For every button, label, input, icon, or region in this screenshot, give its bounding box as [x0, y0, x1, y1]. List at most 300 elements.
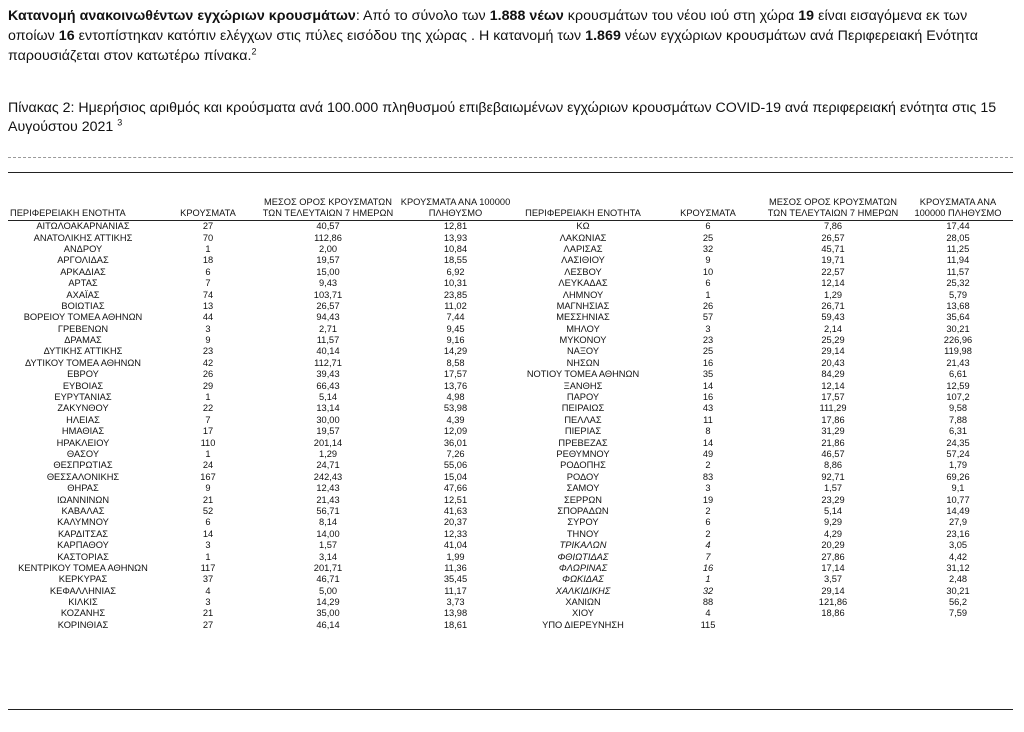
cell-cases: 22	[202, 403, 214, 414]
cell-avg7: 19,71	[821, 255, 845, 266]
cell-per100k: 14,49	[946, 505, 970, 516]
table-row	[8, 346, 1013, 357]
table-row	[8, 312, 1013, 323]
cell-region: ΚΑΒΑΛΑΣ	[61, 505, 105, 516]
cell-cases: 32	[702, 585, 714, 596]
cell-per100k: 69,26	[946, 471, 970, 482]
cell-avg7: 3,57	[823, 574, 843, 585]
cell-region: ΗΛΕΙΑΣ	[66, 414, 100, 425]
cell-per100k: 47,66	[443, 483, 468, 494]
cell-region: ΗΡΑΚΛΕΙΟΥ	[56, 437, 110, 448]
cell-cases: 1	[205, 449, 211, 459]
cell-region: ΝΟΤΙΟΥ ΤΟΜΕΑ ΑΘΗΝΩΝ	[526, 369, 640, 380]
cell-cases: 13	[202, 300, 214, 311]
cell-avg7: 17,86	[821, 414, 845, 425]
header-per100k: ΚΡΟΥΣΜΑΤΑ ΑΝΑ 100000 ΠΛΗΘΥΣΜΟ	[398, 175, 513, 221]
intro-text-2: κρουσμάτων του νέου ιού στη χώρα	[563, 8, 799, 24]
cell-avg7: 21,86	[821, 437, 845, 448]
footnote-marker: 3	[117, 117, 123, 128]
cell-region: ΝΑΞΟΥ	[566, 346, 600, 357]
header-cases: ΚΡΟΥΣΜΑΤΑ	[158, 175, 258, 221]
cases-table	[8, 175, 1013, 631]
cell-avg7: 1,57	[823, 483, 843, 494]
cell-avg7: 26,57	[316, 300, 340, 311]
cell-per100k: 6,31	[948, 426, 968, 437]
cell-region: ΚΕΦΑΛΛΗΝΙΑΣ	[49, 585, 117, 596]
cell-cases: 3	[205, 597, 211, 608]
cell-cases: 115	[700, 619, 716, 630]
cell-region: ΧΑΝΙΩΝ	[565, 597, 601, 608]
cell-region: ΚΩ	[576, 221, 590, 232]
cell-avg7: 2,00	[318, 243, 338, 254]
cell-cases: 1	[205, 243, 211, 254]
cell-region: ΑΧΑΪΑΣ	[66, 289, 100, 300]
cell-cases: 4	[705, 608, 711, 619]
cell-avg7: 103,71	[313, 289, 343, 300]
table-row	[8, 369, 1013, 380]
cell-avg7: 1,29	[318, 449, 338, 459]
cell-per100k: 13,76	[443, 380, 468, 391]
cell-cases: 1	[205, 551, 211, 562]
cell-per100k: 15,04	[443, 471, 468, 482]
cell-cases: 10	[702, 266, 714, 277]
cell-per100k: 1,99	[446, 551, 465, 562]
cell-cases: 11	[703, 414, 713, 425]
cell-avg7: 29,14	[821, 346, 845, 357]
cell-region: ΗΜΑΘΙΑΣ	[61, 426, 105, 437]
cell-per100k: 13,98	[443, 608, 468, 619]
cell-region: ΠΙΕΡΙΑΣ	[564, 426, 602, 437]
cell-avg7: 2,71	[318, 323, 338, 334]
table-row	[8, 483, 1013, 494]
cell-per100k: 30,21	[946, 323, 970, 334]
cell-per100k: 12,33	[443, 528, 468, 539]
cell-per100k: 4,42	[948, 551, 968, 562]
cell-region: ΧΑΛΚΙΔΙΚΗΣ	[555, 585, 611, 596]
cell-region: ΑΡΤΑΣ	[68, 278, 98, 289]
cell-per100k: 18,61	[443, 619, 468, 630]
cell-region: ΞΑΝΘΗΣ	[563, 380, 603, 391]
footnote-marker: 2	[251, 46, 257, 57]
cell-avg7: 40,57	[316, 221, 340, 232]
intro-gates: 16	[58, 28, 75, 44]
cell-cases: 74	[202, 289, 214, 300]
intro-text-3: είναι εισαγόμενα εκ των οποίων	[8, 8, 968, 44]
table-row	[8, 597, 1013, 608]
cell-per100k: 17,57	[443, 369, 468, 380]
cell-region: ΡΕΘΥΜΝΟΥ	[556, 449, 610, 459]
cell-avg7: 19,57	[316, 426, 340, 437]
cell-avg7: 19,57	[316, 255, 340, 266]
cell-region: ΚΕΡΚΥΡΑΣ	[58, 574, 108, 585]
caption-text: Πίνακας 2: Ημερήσιος αριθμός και κρούσματα ανά 100.000 πληθυσμού επιβεβαιωμένων εγχώριων κρουσμάτων COVID-19 ανά περιφερειακή ενότητα στις 15 Αυγούστου 2021	[8, 100, 997, 135]
cell-region: ΝΗΣΩΝ	[566, 357, 600, 368]
cell-region: ΒΟΡΕΙΟΥ ΤΟΜΕΑ ΑΘΗΝΩΝ	[23, 312, 143, 323]
cell-cases: 49	[702, 449, 714, 459]
cell-region: ΚΑΡΠΑΘΟΥ	[57, 540, 109, 551]
cell-cases: 29	[202, 380, 214, 391]
cell-avg7: 39,43	[316, 369, 340, 380]
cell-cases: 42	[202, 357, 214, 368]
cell-region: ΧΙΟΥ	[572, 608, 594, 619]
table-row	[8, 358, 1013, 369]
cell-cases: 16	[702, 562, 714, 573]
table-caption	[8, 99, 1013, 137]
intro-total-new: 1.888 νέων	[489, 8, 564, 24]
cell-per100k: 35,64	[946, 312, 970, 323]
cell-region: ΠΕΛΛΑΣ	[564, 414, 602, 425]
cell-avg7: 8,14	[318, 517, 338, 528]
cell-avg7: 11,57	[316, 335, 340, 346]
cell-avg7: 9,29	[823, 517, 843, 528]
cell-region: ΕΥΡΥΤΑΝΙΑΣ	[54, 392, 112, 403]
cell-avg7: 14,00	[316, 528, 340, 539]
cell-region: ΒΟΙΩΤΙΑΣ	[61, 300, 105, 311]
cell-per100k: 1,79	[948, 460, 968, 471]
cell-per100k: 10,77	[946, 494, 970, 505]
table-row	[8, 529, 1013, 540]
cell-per100k: 9,1	[951, 483, 965, 494]
cell-cases: 35	[702, 369, 714, 380]
cell-cases: 23	[202, 346, 214, 357]
header-avg7: ΜΕΣΟΣ ΟΡΟΣ ΚΡΟΥΣΜΑΤΩΝ ΤΩΝ ΤΕΛΕΥΤΑΙΩΝ 7 ΗΜΕΡΩΝ	[258, 175, 398, 221]
cell-per100k: 12,09	[443, 426, 468, 437]
table-row	[8, 426, 1013, 437]
cell-per100k: 7,88	[948, 414, 968, 425]
cell-per100k: 53,98	[443, 403, 468, 414]
cell-per100k: 10,84	[443, 243, 468, 254]
cell-region: ΛΑΚΩΝΙΑΣ	[559, 232, 607, 243]
cell-cases: 14	[202, 528, 214, 539]
cell-region: ΣΕΡΡΩΝ	[563, 494, 602, 505]
table-row	[8, 620, 1013, 631]
cell-cases: 19	[702, 494, 714, 505]
cell-avg7	[763, 620, 903, 631]
cell-per100k: 12,59	[946, 380, 970, 391]
cell-cases: 70	[202, 232, 214, 243]
table-row	[8, 574, 1013, 585]
cell-cases: 3	[205, 540, 211, 551]
cell-avg7: 111,29	[819, 403, 847, 414]
cell-avg7: 112,86	[314, 232, 342, 243]
cell-cases: 16	[702, 392, 714, 403]
table-row	[8, 586, 1013, 597]
cell-region: ΘΕΣΠΡΩΤΙΑΣ	[53, 460, 113, 471]
cell-avg7: 40,14	[316, 346, 340, 357]
cell-per100k: 9,58	[948, 403, 968, 414]
cell-per100k: 23,85	[443, 289, 468, 300]
cell-avg7: 2,14	[823, 323, 843, 334]
cell-cases: 2	[705, 505, 711, 516]
table-row	[8, 608, 1013, 619]
cell-per100k: 7,44	[446, 312, 465, 323]
cell-per100k: 2,48	[948, 574, 968, 585]
cell-per100k: 5,79	[948, 289, 968, 300]
cell-cases: 37	[202, 574, 214, 585]
cell-region: ΕΒΡΟΥ	[67, 369, 99, 380]
cell-per100k: 11,25	[946, 243, 970, 254]
cell-avg7: 17,57	[821, 392, 845, 403]
cell-per100k: 20,37	[443, 517, 468, 528]
cell-avg7: 23,29	[821, 494, 845, 505]
cell-cases: 1	[205, 392, 211, 403]
cell-region: ΡΟΔΟΠΗΣ	[560, 460, 606, 471]
cell-cases: 21	[202, 494, 214, 505]
cell-per100k: 13,68	[946, 300, 970, 311]
cell-cases: 8	[705, 426, 711, 437]
cell-avg7: 24,71	[316, 460, 340, 471]
cell-per100k: 12,51	[443, 494, 468, 505]
cell-avg7: 13,14	[316, 403, 340, 414]
cell-region: ΜΑΓΝΗΣΙΑΣ	[556, 300, 610, 311]
cell-avg7: 17,14	[821, 562, 845, 573]
cell-per100k: 11,57	[946, 266, 970, 277]
cell-avg7: 84,29	[821, 369, 845, 380]
cell-per100k: 11,94	[946, 255, 970, 266]
cell-cases: 52	[202, 505, 214, 516]
cell-avg7: 121,86	[818, 597, 848, 608]
cell-avg7: 46,14	[316, 619, 340, 630]
cell-region: ΦΩΚΙΔΑΣ	[562, 574, 604, 585]
table-row	[8, 232, 1013, 243]
cell-region: ΑΝΑΤΟΛΙΚΗΣ ΑΤΤΙΚΗΣ	[33, 232, 133, 243]
cell-region: ΦΛΩΡΙΝΑΣ	[558, 562, 608, 573]
cell-cases: 6	[705, 278, 711, 289]
cell-avg7: 7,86	[823, 221, 843, 232]
cell-avg7: 20,43	[821, 357, 845, 368]
intro-text-5: νέων εγχώριων κρουσμάτων ανά Περιφερειακή Ενότητα παρουσιάζεται στον κατωτέρω πίνακα.	[8, 28, 979, 64]
cell-region: ΣΠΟΡΑΔΩΝ	[557, 505, 609, 516]
cell-region: ΚΑΛΥΜΝΟΥ	[57, 517, 109, 528]
cell-region: ΖΑΚΥΝΘΟΥ	[57, 403, 109, 414]
cell-region: ΥΠΟ ΔΙΕΡΕΥΝΗΣΗ	[542, 619, 624, 630]
table-row	[8, 278, 1013, 289]
table-row	[8, 392, 1013, 403]
cell-avg7: 35,00	[316, 608, 340, 619]
cell-avg7: 9,43	[318, 278, 338, 289]
cell-avg7: 29,14	[821, 585, 845, 596]
cell-per100k: 36,01	[443, 437, 468, 448]
cell-region: ΛΑΣΙΘΙΟΥ	[561, 255, 605, 266]
table-row	[8, 551, 1013, 562]
table-row	[8, 460, 1013, 471]
cell-cases: 27	[202, 619, 214, 630]
cell-avg7: 201,14	[313, 437, 343, 448]
cell-per100k: 18,55	[443, 255, 468, 266]
table-row	[8, 335, 1013, 346]
table-row	[8, 563, 1013, 574]
table-row	[8, 324, 1013, 335]
cell-region: ΔΥΤΙΚΗΣ ΑΤΤΙΚΗΣ	[43, 346, 123, 357]
cell-per100k: 25,32	[946, 278, 970, 289]
table-row	[8, 449, 1013, 460]
cell-cases: 7	[705, 551, 711, 562]
cell-cases: 7	[205, 414, 211, 425]
cell-region: ΛΕΥΚΑΔΑΣ	[558, 278, 608, 289]
cell-avg7: 27,86	[821, 551, 845, 562]
cell-cases: 26	[202, 369, 214, 380]
cell-per100k: 6,92	[446, 266, 465, 277]
table-row	[8, 403, 1013, 414]
cell-cases: 24	[202, 460, 214, 471]
cell-avg7: 26,57	[821, 232, 845, 243]
cell-cases: 83	[702, 471, 714, 482]
table-row	[8, 472, 1013, 483]
cell-region: ΤΡΙΚΑΛΩΝ	[559, 540, 607, 551]
cell-cases: 1	[705, 289, 711, 300]
cell-region: ΑΝΔΡΟΥ	[63, 243, 103, 254]
cell-avg7: 1,29	[823, 289, 843, 300]
cell-region: ΚΑΡΔΙΤΣΑΣ	[57, 528, 109, 539]
cell-cases: 23	[702, 335, 714, 346]
cell-per100k: 107,2	[946, 392, 970, 403]
cell-avg7: 92,71	[821, 471, 845, 482]
divider	[8, 157, 1013, 158]
cell-per100k: 30,21	[946, 585, 970, 596]
cell-cases: 167	[200, 471, 216, 482]
header-cases: ΚΡΟΥΣΜΑΤΑ	[653, 175, 763, 221]
cell-cases: 4	[205, 585, 211, 596]
cell-avg7: 3,14	[318, 551, 338, 562]
cell-per100k: 9,16	[446, 335, 465, 346]
cell-cases: 57	[702, 312, 714, 323]
cell-avg7: 4,29	[823, 528, 843, 539]
cell-per100k: 8,58	[446, 357, 465, 368]
cell-region: ΠΕΙΡΑΙΩΣ	[561, 403, 605, 414]
table-row	[8, 267, 1013, 278]
cell-cases: 14	[702, 380, 714, 391]
cell-avg7: 15,00	[316, 266, 340, 277]
cell-avg7: 20,29	[821, 540, 845, 551]
cell-avg7: 94,43	[316, 312, 340, 323]
cell-avg7: 12,14	[821, 278, 845, 289]
cell-region: ΛΕΣΒΟΥ	[564, 266, 602, 277]
cell-cases: 6	[705, 221, 711, 232]
divider	[8, 172, 1013, 173]
intro-paragraph	[8, 6, 1013, 66]
cell-cases: 32	[702, 243, 714, 254]
cell-per100k	[903, 620, 1013, 631]
cell-region: ΛΗΜΝΟΥ	[562, 289, 604, 300]
cell-region: ΔΡΑΜΑΣ	[64, 335, 102, 346]
cell-cases: 25	[702, 232, 714, 243]
cell-per100k: 7,26	[446, 449, 465, 459]
table-header-row	[8, 175, 1013, 221]
cell-region: ΚΟΖΑΝΗΣ	[60, 608, 106, 619]
cell-per100k: 13,93	[443, 232, 468, 243]
cell-per100k: 35,45	[443, 574, 468, 585]
cell-avg7: 46,71	[316, 574, 340, 585]
cell-region: ΑΡΓΟΛΙΔΑΣ	[57, 255, 109, 266]
table-row	[8, 380, 1013, 391]
cell-region: ΘΕΣΣΑΛΟΝΙΚΗΣ	[46, 471, 120, 482]
cell-per100k: 21,43	[946, 357, 970, 368]
cell-region: ΘΗΡΑΣ	[67, 483, 99, 494]
table-row	[8, 255, 1013, 266]
cell-per100k: 24,35	[946, 437, 970, 448]
cell-cases: 7	[205, 278, 211, 289]
cell-region: ΚΙΛΚΙΣ	[68, 597, 98, 608]
cell-region: ΣΥΡΟΥ	[567, 517, 599, 528]
cell-per100k: 119,98	[944, 346, 972, 357]
cell-region: ΠΑΡΟΥ	[566, 392, 600, 403]
cell-region: ΙΩΑΝΝΙΝΩΝ	[56, 494, 110, 505]
cell-per100k: 27,9	[948, 517, 968, 528]
cell-cases: 18	[202, 255, 214, 266]
cell-cases: 9	[205, 483, 211, 494]
cell-avg7: 26,71	[821, 300, 845, 311]
table-row	[8, 506, 1013, 517]
cell-region: ΠΡΕΒΕΖΑΣ	[558, 437, 608, 448]
cell-cases: 44	[202, 312, 214, 323]
table-row	[8, 540, 1013, 551]
cell-avg7: 59,43	[821, 312, 845, 323]
cell-per100k: 3,73	[446, 597, 465, 608]
cell-avg7: 14,29	[316, 597, 340, 608]
cell-region: ΑΡΚΑΔΙΑΣ	[60, 266, 106, 277]
header-per100k: ΚΡΟΥΣΜΑΤΑ ΑΝΑ 100000 ΠΛΗΘΥΣΜΟ	[903, 175, 1013, 221]
cell-avg7: 5,14	[823, 505, 843, 516]
cell-per100k: 12,81	[443, 221, 468, 232]
cell-avg7: 66,43	[316, 380, 340, 391]
cell-region: ΦΘΙΩΤΙΔΑΣ	[557, 551, 609, 562]
cell-cases: 6	[205, 517, 211, 528]
cell-region: ΚΑΣΤΟΡΙΑΣ	[57, 551, 109, 562]
cell-per100k: 41,04	[443, 540, 468, 551]
cell-cases: 3	[705, 483, 711, 494]
cell-region: ΤΗΝΟΥ	[566, 528, 600, 539]
intro-title: Κατανομή ανακοινωθέντων εγχώριων κρουσμάτων	[8, 8, 356, 24]
cell-avg7: 5,14	[318, 392, 338, 403]
cell-cases: 27	[202, 221, 214, 232]
cell-per100k: 23,16	[946, 528, 970, 539]
cell-avg7: 21,43	[316, 494, 340, 505]
cell-per100k: 17,44	[946, 221, 970, 232]
cell-avg7: 56,71	[316, 505, 340, 516]
cell-region: ΚΕΝΤΡΙΚΟΥ ΤΟΜΕΑ ΑΘΗΝΩΝ	[18, 562, 148, 573]
cell-avg7: 112,71	[314, 357, 342, 368]
cell-per100k: 11,17	[444, 585, 467, 596]
cell-per100k: 56,2	[948, 597, 968, 608]
cell-avg7: 30,00	[316, 414, 340, 425]
cell-cases: 6	[705, 517, 711, 528]
cell-cases: 3	[205, 323, 211, 334]
cell-per100k: 11,02	[444, 300, 467, 311]
cell-region: ΡΟΔΟΥ	[566, 471, 600, 482]
cell-cases: 110	[200, 437, 216, 448]
cell-cases: 88	[702, 597, 714, 608]
cell-cases: 1	[705, 574, 711, 585]
intro-text-4: εντοπίστηκαν κατόπιν ελέγχων στις πύλες εισόδου της χώρας . Η κατανομή των	[74, 28, 586, 44]
header-region: ΠΕΡΙΦΕΡΕΙΑΚΗ ΕΝΟΤΗΤΑ	[8, 175, 158, 221]
cell-region: ΓΡΕΒΕΝΩΝ	[57, 323, 109, 334]
cell-per100k: 28,05	[946, 232, 970, 243]
cell-region: ΚΟΡΙΝΘΙΑΣ	[57, 619, 109, 630]
table-row	[8, 494, 1013, 505]
cell-avg7: 31,29	[821, 426, 845, 437]
cell-cases: 25	[702, 346, 714, 357]
cell-region: ΑΙΤΩΛΟΑΚΑΡΝΑΝΙΑΣ	[36, 221, 130, 232]
cell-cases: 2	[705, 528, 711, 539]
cell-region: ΜΥΚΟΝΟΥ	[559, 335, 607, 346]
cell-region: ΛΑΡΙΣΑΣ	[563, 243, 603, 254]
cell-avg7: 201,71	[313, 562, 343, 573]
cell-per100k: 11,36	[444, 562, 467, 573]
header-avg7: ΜΕΣΟΣ ΟΡΟΣ ΚΡΟΥΣΜΑΤΩΝ ΤΩΝ ΤΕΛΕΥΤΑΙΩΝ 7 ΗΜΕΡΩΝ	[763, 175, 903, 221]
cell-cases: 26	[702, 300, 714, 311]
cell-avg7: 46,57	[821, 449, 845, 459]
cell-avg7: 12,14	[821, 380, 845, 391]
